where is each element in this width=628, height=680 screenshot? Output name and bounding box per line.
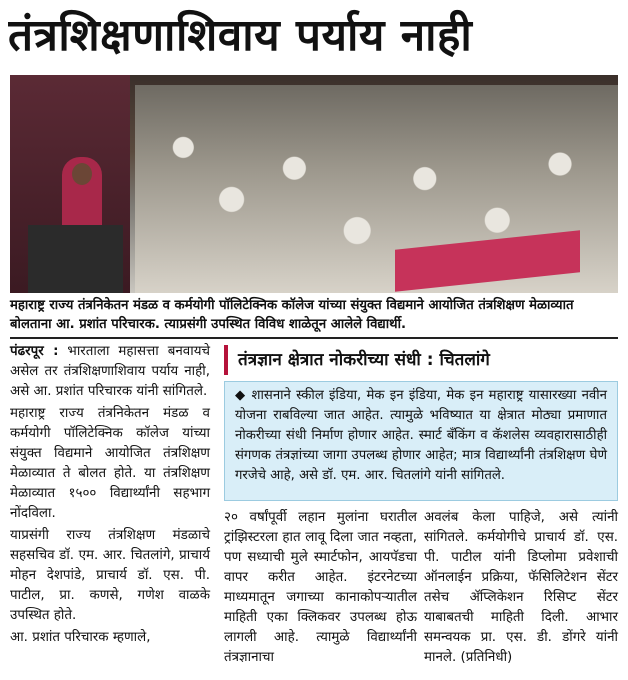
- podium: [28, 225, 123, 293]
- article-paragraph: आ. प्रशांत परिचारक म्हणाले,: [10, 630, 151, 645]
- highlight-text: शासनाने स्कील इंडिया, मेक इन इंडिया, मेक इन महाराष्ट्र यासारख्या नवीन योजना राबविल्या जात आहेत. त्यामुळे भविष्यात या क्षेत्रात मोठ्या प्रमाणात नोकरीच्या संधी निर्माण होणार आहेत. स्मार्ट बँकिंग व कॅशलेस व्यवहारासाठीही संगणक तंत्रज्ञांच्या जागा उपलब्ध होणार आहेत; मात्र विद्यार्थ्यांनी तंत्रशिक्षण घेणे गरजेचे आहे, असे डॉ. एम. आर. चितलांगे यांनी सांगितले.: [235, 388, 607, 483]
- headline: तंत्रशिक्षणाशिवाय पर्याय नाही: [8, 10, 473, 61]
- speaker-head: [72, 163, 92, 185]
- event-photo: [10, 75, 618, 293]
- article-column-1: [10, 342, 210, 650]
- article-paragraph: महाराष्ट्र राज्य तंत्रनिकेतन मंडळ व कर्मयोगी पॉलिटेक्निक कॉलेज यांच्या संयुक्त विद्यमाने आयोजित तंत्रशिक्षण मेळाव्यात ते बोलत होते. या तंत्रशिक्षण मेळाव्यात १५०० विद्यार्थ्यांनी सहभाग नोंदविला.: [10, 406, 210, 521]
- article-column-2: २० वर्षांपूर्वी लहान मुलांना घरातील ट्रांझिस्टरला हात लावू दिला जात नव्हता, पण सध्याची मुले स्मार्टफोन, आयपॅडचा वापर करीत आहेत. इंटरनेटच्या माध्यमातून जगाच्या कानाकोपऱ्यातील माहिती एका क्लिकवर उपलब्ध होऊ लागली आहे. त्यामुळे विद्यार्थ्यांनी तंत्रज्ञानाचा: [224, 510, 417, 665]
- sidebar-subheading: तंत्रज्ञान क्षेत्रात नोकरीच्या संधी : चितलांगे: [224, 345, 628, 375]
- paragraph-text: भारताला महासत्ता बनवायचे असेल तर तंत्रशिक्षणाशिवाय पर्याय नाही, असे आ. प्रशांत परिचारक यांनी सांगितले.: [10, 344, 210, 399]
- article-column-3: अवलंब केला पाहिजे, असे त्यांनी सांगितले. कर्मयोगीचे प्राचार्य डॉ. एस. पी. पाटील यांनी डिप्लोमा प्रवेशाची ऑनलाईन प्रक्रिया, फॅसिलिटेशन सेंटर तसेच ॲप्लिकेशन रिसिप्ट सेंटर याबाबतची माहिती दिली. आभार समन्वयक प्रा. एस. डी. डोंगरे यांनी मानले. (प्रतिनिधी): [424, 510, 618, 665]
- bullet-icon: ◆: [235, 388, 247, 403]
- highlight-box: [224, 381, 618, 501]
- photo-caption: महाराष्ट्र राज्य तंत्रनिकेतन मंडळ व कर्मयोगी पॉलिटेक्निक कॉलेज यांच्या संयुक्त विद्यमाने आयोजित तंत्रशिक्षण मेळाव्यात बोलताना आ. प्रशांत परिचारक. त्याप्रसंगी उपस्थित विविध शाळेतून आलेले विद्यार्थी.: [10, 298, 574, 332]
- article-paragraph: [10, 342, 210, 402]
- article-paragraph: याप्रसंगी राज्य तंत्रशिक्षण मंडळाचे सहसचिव डॉ. एम. आर. चितलांगे, प्राचार्य मोहन देशपांडे, प्राचार्य डॉ. एस. पी. पाटील, प्रा. कणसे, गणेश वाळके उपस्थित होते.: [10, 528, 210, 623]
- dateline: पंढरपूर :: [10, 344, 59, 359]
- caption-divider: [10, 337, 618, 339]
